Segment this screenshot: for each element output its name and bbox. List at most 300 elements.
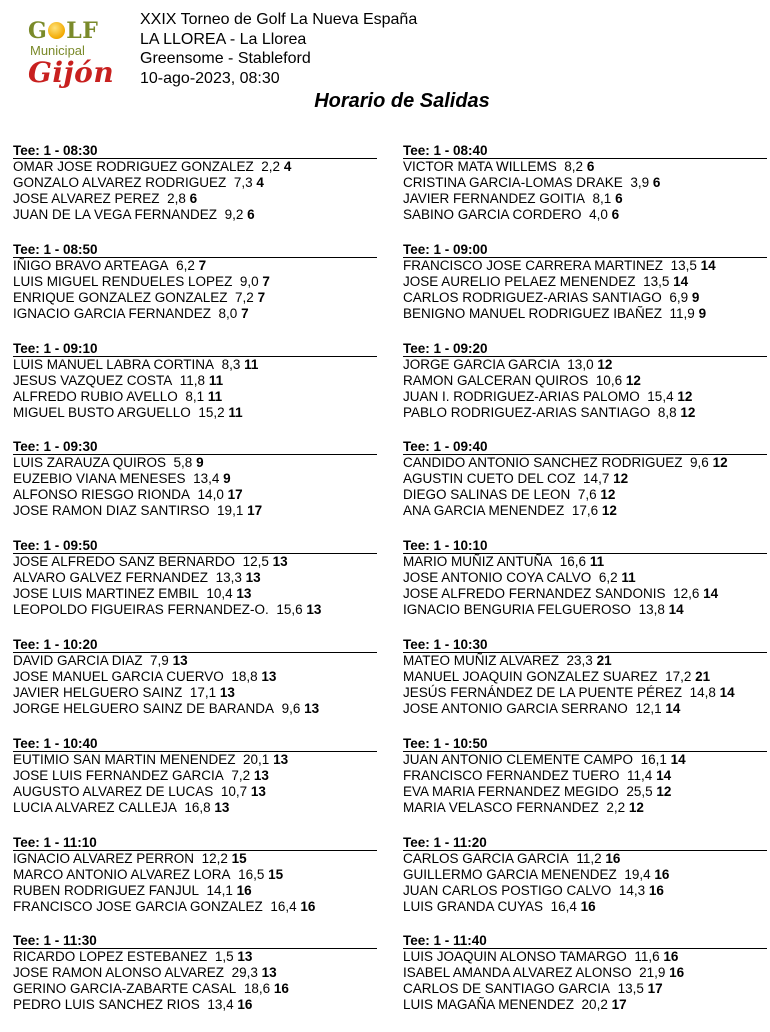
- tee-time-heading: Tee: 1 - 09:00: [403, 242, 767, 258]
- player-points: 6: [189, 191, 198, 206]
- player-points: 9: [698, 305, 707, 321]
- player-points: 16: [605, 850, 621, 866]
- tee-time-heading: Tee: 1 - 10:10: [403, 538, 767, 554]
- tee-time-heading: Tee: 1 - 08:50: [13, 242, 377, 258]
- player-points: 17: [611, 997, 627, 1013]
- tee-group: [13, 637, 377, 736]
- player-handicap: 12,1: [635, 700, 662, 716]
- player-name: JORGE HELGUERO SAINZ DE BARANDA: [13, 700, 275, 716]
- player-name: JOSE ALVAREZ PEREZ: [13, 191, 160, 206]
- player-name: ANA GARCIA MENENDEZ: [403, 503, 565, 519]
- tee-time-heading: Tee: 1 - 11:20: [403, 835, 767, 851]
- player-row: [13, 701, 377, 717]
- player-points: 13: [304, 700, 320, 716]
- player-points: 13: [245, 570, 261, 586]
- player-points: 9: [691, 289, 700, 305]
- player-name: OMAR JOSE RODRIGUEZ GONZALEZ: [13, 159, 254, 174]
- player-points: 12: [600, 487, 616, 503]
- player-handicap: 19,1: [217, 503, 244, 519]
- player-name: VICTOR MATA WILLEMS: [403, 159, 557, 174]
- player-row: [403, 274, 767, 290]
- player-name: IGNACIO GARCIA FERNANDEZ: [13, 305, 212, 321]
- tee-group: [13, 538, 377, 637]
- player-points: 11: [208, 372, 224, 388]
- player-handicap: 8,0: [218, 305, 238, 321]
- player-row: [13, 899, 377, 915]
- player-points: 13: [172, 652, 188, 668]
- player-row: [13, 768, 377, 784]
- player-row: [13, 949, 377, 965]
- player-row: [403, 768, 767, 784]
- player-points: 16: [300, 898, 316, 914]
- tee-group: [403, 637, 767, 736]
- player-handicap: 4,0: [589, 207, 608, 222]
- player-handicap: 2,2: [606, 799, 626, 815]
- logo-golf-text: G LF: [28, 18, 99, 44]
- tee-time-heading: Tee: 1 - 10:20: [13, 637, 377, 653]
- player-name: MARIO MUÑIZ ANTUÑA: [403, 554, 553, 570]
- player-points: 11: [589, 554, 605, 570]
- player-handicap: 6,2: [598, 570, 618, 586]
- player-points: 11: [207, 388, 223, 404]
- player-row: [403, 997, 767, 1013]
- player-name: JOSE ALFREDO FERNANDEZ SANDONIS: [403, 586, 666, 602]
- player-handicap: 2,2: [261, 159, 281, 174]
- player-handicap: 11,8: [179, 372, 206, 388]
- player-row: [13, 784, 377, 800]
- player-name: JESÚS FERNÁNDEZ DE LA PUENTE PÉREZ: [403, 684, 683, 700]
- player-handicap: 17,2: [665, 668, 692, 684]
- player-row: [13, 570, 377, 586]
- player-row: [13, 653, 377, 669]
- player-points: 14: [700, 257, 716, 273]
- player-handicap: 8,2: [564, 159, 584, 174]
- player-points: 21: [596, 652, 612, 668]
- player-points: 13: [219, 684, 235, 700]
- player-handicap: 3,9: [630, 175, 650, 190]
- player-handicap: 7,9: [150, 652, 169, 668]
- player-points: 16: [654, 866, 670, 882]
- player-handicap: 12,6: [673, 586, 700, 602]
- player-handicap: 8,1: [185, 388, 205, 404]
- player-row: [13, 752, 377, 768]
- game-format: Greensome - Stableford: [140, 50, 311, 67]
- player-handicap: 20,1: [243, 751, 270, 767]
- tee-group: [403, 143, 767, 242]
- player-name: JOSE LUIS MARTINEZ EMBIL: [13, 586, 199, 602]
- player-row: [403, 207, 767, 223]
- player-name: LEOPOLDO FIGUEIRAS FERNANDEZ-O.: [13, 602, 269, 618]
- player-handicap: 14,8: [689, 684, 716, 700]
- player-handicap: 10,7: [220, 783, 248, 799]
- player-handicap: 13,0: [567, 356, 594, 372]
- player-points: 21: [695, 668, 711, 684]
- player-handicap: 9,2: [224, 207, 244, 222]
- player-row: [403, 290, 767, 306]
- player-row: [13, 503, 377, 519]
- player-handicap: 7,3: [233, 175, 253, 190]
- player-points: 12: [656, 783, 672, 799]
- player-row: [403, 800, 767, 816]
- player-points: 6: [247, 207, 255, 222]
- tee-time-heading: Tee: 1 - 08:30: [13, 143, 377, 159]
- player-name: IÑIGO BRAVO ARTEAGA: [13, 257, 169, 273]
- player-name: ALFREDO RUBIO AVELLO: [13, 388, 178, 404]
- player-handicap: 8,8: [657, 404, 677, 420]
- player-name: CARLOS GARCIA GARCIA: [403, 850, 569, 866]
- player-row: [403, 455, 767, 471]
- player-points: 12: [712, 455, 728, 471]
- player-handicap: 16,4: [270, 898, 297, 914]
- player-points: 6: [652, 175, 661, 190]
- tee-group: [13, 242, 377, 341]
- player-points: 4: [283, 159, 292, 174]
- player-handicap: 13,5: [670, 257, 697, 273]
- player-handicap: 2,8: [167, 191, 186, 206]
- player-handicap: 14,0: [197, 487, 224, 503]
- player-row: [403, 389, 767, 405]
- player-points: 15: [231, 850, 247, 866]
- player-points: 9: [223, 471, 231, 487]
- player-row: [403, 258, 767, 274]
- player-handicap: 11,9: [669, 305, 695, 321]
- player-points: 13: [306, 602, 322, 618]
- player-name: MATEO MUÑIZ ALVAREZ: [403, 652, 560, 668]
- player-points: 14: [668, 602, 684, 618]
- tee-time-heading: Tee: 1 - 09:40: [403, 439, 767, 455]
- player-name: CRISTINA GARCIA-LOMAS DRAKE: [403, 175, 623, 190]
- player-name: JORGE GARCIA GARCIA: [403, 356, 560, 372]
- player-row: [13, 258, 377, 274]
- player-row: [13, 965, 377, 981]
- player-row: [403, 685, 767, 701]
- course-name: LA LLOREA - La Llorea: [140, 30, 307, 48]
- player-handicap: 7,2: [235, 289, 254, 305]
- player-row: [403, 471, 767, 487]
- player-row: [403, 883, 767, 899]
- logo-city-text: Gijón: [28, 56, 115, 89]
- player-points: 12: [613, 471, 629, 487]
- player-name: LUIS JOAQUIN ALONSO TAMARGO: [403, 949, 627, 965]
- player-points: 12: [680, 404, 696, 420]
- player-handicap: 6,2: [176, 257, 195, 273]
- tee-time-heading: Tee: 1 - 09:30: [13, 439, 377, 455]
- player-name: CARLOS DE SANTIAGO GARCIA: [403, 981, 611, 997]
- player-handicap: 11,4: [627, 767, 653, 783]
- player-handicap: 11,2: [576, 850, 602, 866]
- right-column: [403, 143, 767, 1032]
- left-column: [13, 143, 377, 1032]
- player-handicap: 1,5: [214, 949, 234, 965]
- player-points: 13: [250, 783, 266, 799]
- player-handicap: 9,6: [690, 455, 709, 471]
- player-name: JAVIER FERNANDEZ GOITIA: [403, 191, 586, 206]
- player-handicap: 8,3: [221, 356, 241, 372]
- player-name: MARCO ANTONIO ALVAREZ LORA: [13, 866, 231, 882]
- player-handicap: 20,2: [581, 997, 608, 1013]
- player-row: [13, 997, 377, 1013]
- player-row: [13, 800, 377, 816]
- player-handicap: 13,5: [617, 981, 644, 997]
- tee-group: [403, 538, 767, 637]
- player-name: CANDIDO ANTONIO SANCHEZ RODRIGUEZ: [403, 455, 683, 471]
- player-name: LUCIA ALVAREZ CALLEJA: [13, 799, 177, 815]
- tee-group: [13, 736, 377, 835]
- player-points: 12: [601, 503, 617, 519]
- player-handicap: 16,8: [184, 799, 211, 815]
- player-handicap: 13,4: [193, 471, 220, 487]
- player-handicap: 16,4: [550, 898, 577, 914]
- player-handicap: 25,5: [626, 783, 653, 799]
- tee-time-heading: Tee: 1 - 09:10: [13, 341, 377, 357]
- tee-time-heading: Tee: 1 - 10:40: [13, 736, 377, 752]
- player-row: [403, 981, 767, 997]
- player-row: [403, 602, 767, 618]
- player-name: EUZEBIO VIANA MENESES: [13, 471, 186, 487]
- player-name: JOSE ANTONIO COYA CALVO: [403, 570, 592, 586]
- player-row: [13, 669, 377, 685]
- player-points: 7: [257, 289, 266, 305]
- player-row: [13, 471, 377, 487]
- player-row: [13, 867, 377, 883]
- player-name: ENRIQUE GONZALEZ GONZALEZ: [13, 289, 228, 305]
- player-points: 6: [615, 191, 623, 206]
- player-row: [403, 701, 767, 717]
- player-handicap: 29,3: [231, 965, 258, 981]
- player-points: 14: [673, 273, 689, 289]
- player-name: PEDRO LUIS SANCHEZ RIOS: [13, 997, 200, 1013]
- player-handicap: 16,1: [640, 751, 667, 767]
- player-points: 7: [262, 273, 270, 289]
- player-name: MIGUEL BUSTO ARGUELLO: [13, 404, 191, 420]
- player-points: 13: [214, 799, 230, 815]
- tee-group: [403, 439, 767, 538]
- player-points: 6: [586, 159, 595, 174]
- player-points: 4: [256, 175, 264, 190]
- player-name: JOSE LUIS FERNANDEZ GARCIA: [13, 767, 224, 783]
- player-points: 13: [253, 767, 269, 783]
- player-row: [13, 586, 377, 602]
- player-points: 17: [647, 981, 663, 997]
- player-row: [403, 949, 767, 965]
- player-points: 14: [670, 751, 686, 767]
- tee-group: [13, 439, 377, 538]
- tee-time-heading: Tee: 1 - 09:20: [403, 341, 767, 357]
- player-handicap: 9,0: [239, 273, 259, 289]
- player-points: 16: [663, 949, 679, 965]
- player-handicap: 12,2: [201, 850, 228, 866]
- player-name: ALFONSO RIESGO RIONDA: [13, 487, 191, 503]
- player-row: [13, 981, 377, 997]
- player-name: GONZALO ALVAREZ RODRIGUEZ: [13, 175, 227, 190]
- player-row: [403, 586, 767, 602]
- player-row: [13, 191, 377, 207]
- player-handicap: 5,8: [173, 455, 193, 471]
- player-name: JOSE RAMON DIAZ SANTIRSO: [13, 503, 210, 519]
- player-row: [13, 306, 377, 322]
- player-row: [403, 191, 767, 207]
- player-name: JESUS VAZQUEZ COSTA: [13, 372, 173, 388]
- player-row: [13, 851, 377, 867]
- player-handicap: 10,4: [206, 586, 233, 602]
- player-points: 16: [580, 898, 596, 914]
- player-handicap: 14,3: [618, 882, 646, 898]
- player-handicap: 6,9: [669, 289, 689, 305]
- player-name: FRANCISCO JOSE GARCIA GONZALEZ: [13, 898, 263, 914]
- player-name: RICARDO LOPEZ ESTEBANEZ: [13, 949, 208, 965]
- tee-group: [403, 341, 767, 440]
- page-title: Horario de Salidas: [314, 90, 490, 112]
- player-handicap: 11,6: [634, 949, 660, 965]
- player-points: 11: [621, 570, 636, 586]
- player-row: [13, 602, 377, 618]
- player-name: LUIS GRANDA CUYAS: [403, 898, 544, 914]
- player-points: 11: [244, 356, 259, 372]
- player-name: LUIS MANUEL LABRA CORTINA: [13, 356, 215, 372]
- tee-group: [403, 835, 767, 934]
- player-name: JOSE RAMON ALONSO ALVAREZ: [13, 965, 225, 981]
- player-row: [403, 357, 767, 373]
- tee-group: [13, 143, 377, 242]
- player-name: IGNACIO ALVAREZ PERRON: [13, 850, 195, 866]
- player-points: 15: [268, 866, 284, 882]
- player-points: 7: [241, 305, 249, 321]
- player-row: [13, 373, 377, 389]
- player-points: 13: [273, 751, 289, 767]
- player-handicap: 13,3: [215, 570, 242, 586]
- player-name: JOSE ALFREDO SANZ BERNARDO: [13, 554, 236, 570]
- player-name: MANUEL JOAQUIN GONZALEZ SUAREZ: [403, 668, 658, 684]
- player-points: 16: [273, 981, 289, 997]
- player-row: [13, 159, 377, 175]
- player-name: DAVID GARCIA DIAZ: [13, 652, 143, 668]
- player-handicap: 7,2: [231, 767, 251, 783]
- player-points: 14: [703, 586, 719, 602]
- player-handicap: 15,2: [198, 404, 225, 420]
- player-handicap: 8,1: [592, 191, 612, 206]
- player-handicap: 23,3: [566, 652, 593, 668]
- player-points: 13: [261, 965, 277, 981]
- player-name: JUAN I. RODRIGUEZ-ARIAS PALOMO: [403, 388, 640, 404]
- player-row: [403, 752, 767, 768]
- player-handicap: 17,1: [189, 684, 217, 700]
- tee-time-heading: Tee: 1 - 11:10: [13, 835, 377, 851]
- player-points: 13: [237, 949, 253, 965]
- player-name: SABINO GARCIA CORDERO: [403, 207, 582, 222]
- tee-group: [403, 242, 767, 341]
- player-points: 17: [247, 503, 263, 519]
- golf-ball-icon: [48, 22, 65, 39]
- player-points: 16: [648, 882, 664, 898]
- player-row: [13, 207, 377, 223]
- tournament-name: XXIX Torneo de Golf La Nueva España: [140, 11, 418, 28]
- player-row: [403, 487, 767, 503]
- player-name: GUILLERMO GARCIA MENENDEZ: [403, 866, 617, 882]
- tee-time-heading: Tee: 1 - 10:50: [403, 736, 767, 752]
- player-name: AGUSTIN CUETO DEL COZ: [403, 471, 576, 487]
- player-name: AUGUSTO ALVAREZ DE LUCAS: [13, 783, 214, 799]
- tee-time-heading: Tee: 1 - 11:30: [13, 933, 377, 949]
- player-handicap: 12,5: [242, 554, 269, 570]
- player-row: [403, 965, 767, 981]
- player-handicap: 21,9: [639, 965, 666, 981]
- player-name: FRANCISCO JOSE CARRERA MARTINEZ: [403, 257, 664, 273]
- player-handicap: 14,7: [583, 471, 610, 487]
- tee-time-heading: Tee: 1 - 09:50: [13, 538, 377, 554]
- player-points: 14: [665, 700, 681, 716]
- player-points: 6: [611, 207, 620, 222]
- player-handicap: 18,8: [231, 668, 258, 684]
- player-handicap: 13,4: [207, 997, 234, 1013]
- player-name: IGNACIO BENGURIA FELGUEROSO: [403, 602, 632, 618]
- player-name: JUAN DE LA VEGA FERNANDEZ: [13, 207, 218, 222]
- player-points: 13: [272, 554, 288, 570]
- player-row: [13, 487, 377, 503]
- player-handicap: 13,5: [643, 273, 670, 289]
- player-name: ALVARO GALVEZ FERNANDEZ: [13, 570, 209, 586]
- player-row: [403, 867, 767, 883]
- logo-municipal-text: Municipal: [30, 43, 85, 58]
- golf-municipal-gijon-logo: [22, 16, 115, 98]
- player-row: [403, 554, 767, 570]
- player-handicap: 18,6: [243, 981, 271, 997]
- player-name: JUAN ANTONIO CLEMENTE CAMPO: [403, 751, 634, 767]
- player-handicap: 7,6: [577, 487, 597, 503]
- player-name: EUTIMIO SAN MARTIN MENENDEZ: [13, 751, 236, 767]
- player-name: DIEGO SALINAS DE LEON: [403, 487, 571, 503]
- player-handicap: 14,1: [206, 882, 233, 898]
- player-row: [13, 357, 377, 373]
- player-row: [13, 405, 377, 421]
- player-handicap: 15,6: [276, 602, 303, 618]
- player-name: JOSE MANUEL GARCIA CUERVO: [13, 668, 224, 684]
- player-row: [13, 455, 377, 471]
- player-name: LUIS MIGUEL RENDUELES LOPEZ: [13, 273, 233, 289]
- player-row: [403, 373, 767, 389]
- player-name: JAVIER HELGUERO SAINZ: [13, 684, 183, 700]
- player-points: 13: [261, 668, 277, 684]
- player-points: 12: [628, 799, 644, 815]
- player-row: [13, 883, 377, 899]
- tee-group: [13, 933, 377, 1032]
- tournament-datetime: 10-ago-2023, 08:30: [140, 69, 280, 87]
- player-row: [403, 159, 767, 175]
- player-handicap: 13,8: [638, 602, 665, 618]
- tee-time-heading: Tee: 1 - 10:30: [403, 637, 767, 653]
- player-name: RAMON GALCERAN QUIROS: [403, 372, 589, 388]
- player-row: [13, 389, 377, 405]
- player-points: 12: [677, 388, 693, 404]
- player-row: [403, 899, 767, 915]
- player-row: [403, 784, 767, 800]
- player-points: 16: [669, 965, 685, 981]
- tee-time-heading: Tee: 1 - 11:40: [403, 933, 767, 949]
- player-handicap: 15,4: [647, 388, 674, 404]
- player-handicap: 17,6: [571, 503, 599, 519]
- player-row: [13, 175, 377, 191]
- player-row: [403, 570, 767, 586]
- player-points: 9: [196, 455, 204, 471]
- player-name: LUIS ZARAUZA QUIROS: [13, 455, 167, 471]
- player-points: 17: [227, 487, 243, 503]
- player-name: RUBEN RODRIGUEZ FANJUL: [13, 882, 200, 898]
- player-points: 13: [236, 586, 252, 602]
- player-handicap: 19,4: [624, 866, 651, 882]
- player-row: [403, 306, 767, 322]
- player-handicap: 10,6: [595, 372, 623, 388]
- player-row: [13, 554, 377, 570]
- player-points: 7: [198, 257, 207, 273]
